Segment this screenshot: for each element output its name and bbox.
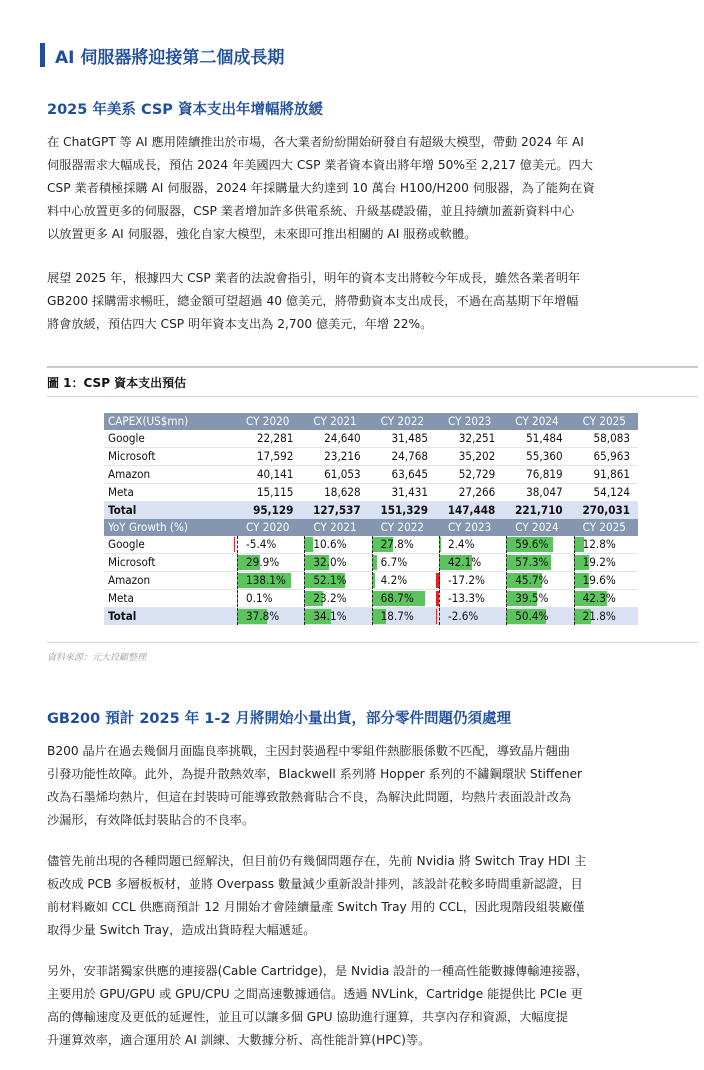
section2-heading: GB200 預計 2025 年 1-2 月將開始小量出貨，部分零件問題仍須處理 [47,711,512,727]
table-cell: 40,141 [234,466,301,484]
table-row [104,608,638,626]
table-cell: 18,628 [301,484,368,502]
table-cell: 51,484 [503,430,570,448]
table-cell: 32,251 [436,430,503,448]
row-label: Google [104,536,234,554]
page-title [40,40,284,70]
table-cell: 17,592 [234,448,301,466]
row-label: CAPEX(US$mn) [104,413,234,430]
table-cell [571,608,638,626]
paragraph-line: 前材料廠如 CCL 供應商預計 12 月開始才會陸續量產 Switch Tray 用的 CCL，因此現階段組裝廠僅 [47,900,585,914]
table-cell: 38,047 [503,484,570,502]
table-cell: CY 2020 [234,413,301,430]
cell-value: 18.7% [380,609,414,623]
table-cell: 270,031 [571,502,638,520]
cell-value: -2.6% [447,609,479,623]
capex-table [104,413,638,625]
table-cell [234,590,301,608]
paragraph-line: 將會放緩，預估四大 CSP 明年資本支出為 2,700 億美元，年增 22%。 [47,317,433,331]
section1-heading: 2025 年美系 CSP 資本支出年增幅將放緩 [47,102,323,118]
row-label: Microsoft [104,448,234,466]
table-cell [301,572,368,590]
table-cell: CY 2024 [503,519,570,536]
paragraph-line: GB200 採購需求暢旺，總金額可望超過 40 億美元，將帶動資本支出成長，不過在高基期下年增幅 [47,294,579,308]
table-cell [369,554,436,572]
row-label: Meta [104,484,234,502]
cell-value: 34.1% [313,609,347,623]
paragraph-line: 升運算效率，適合運用於 AI 訓練、大數據分析、高性能計算(HPC)等。 [47,1033,431,1047]
section2-paragraph-3 [47,960,697,1052]
table-cell: 27,266 [436,484,503,502]
paragraph-line: 沙漏形，有效降低封裝貼合的不良率。 [47,813,255,827]
paragraph-line: 另外，安菲諾獨家供應的連接器(Cable Cartridge)，是 Nvidia 設計的一種高性能數據傳輸連接器， [47,964,589,978]
table-cell [369,572,436,590]
paragraph-line: 引發功能性故障。此外，為提升散熱效率，Blackwell 系列將 Hopper 系列的不鏽鋼環狀 Stiffener [47,767,582,781]
row-label: Meta [104,590,234,608]
row-label: Microsoft [104,554,234,572]
paragraph-line: 以放置更多 AI 伺服器，強化自家大模型，未來即可推出相關的 AI 服務或軟體。 [47,227,477,241]
paragraph-line: B200 晶片在過去幾個月面臨良率挑戰，主因封裝過程中零組件熱膨脹係數不匹配，導致晶片翹曲 [47,744,570,758]
table-cell [301,608,368,626]
table-cell: 54,124 [571,484,638,502]
paragraph-line: 在 ChatGPT 等 AI 應用陸續推出於市場，各大業者紛紛開始研發自有超級大模型，帶動 2024 年 AI [47,135,584,149]
cell-value: 4.2% [380,573,408,587]
table-cell: CY 2021 [301,519,368,536]
table-cell: 151,329 [369,502,436,520]
table-row [104,572,638,590]
table-cell: 63,645 [369,466,436,484]
cell-value: 68.7% [380,591,414,605]
cell-value: 23.2% [313,591,347,605]
table-cell [503,536,570,554]
figure-title: 圖 1：CSP 資本支出預估 [47,376,187,390]
table-cell: CY 2021 [301,413,368,430]
paragraph-line: 改為石墨烯均熱片，但這在封裝時可能導致散熱膏貼合不良，為解決此問題，均熱片表面設計改為 [47,790,572,804]
table-row [104,466,638,484]
table-cell [503,590,570,608]
cell-value: -13.3% [447,591,485,605]
paragraph-line: 高的傳輸速度及更低的延遲性，並且可以讓多個 GPU 協助進行運算，共享內存和資源，大幅度提 [47,1010,568,1024]
cell-value: 42.1% [447,555,482,569]
cell-value: 19.6% [582,573,616,587]
cell-value: 59.6% [515,537,549,551]
table-row [104,448,638,466]
table-cell [571,554,638,572]
cell-value: 27.8% [380,537,414,551]
table-cell: 65,963 [571,448,638,466]
table-cell [301,554,368,572]
cell-value: 6.7% [380,555,408,569]
table-row [104,536,638,554]
table-cell [234,536,301,554]
cell-value: 45.7% [515,573,549,587]
negative-data-bar [234,537,235,552]
cell-value: 29.9% [246,555,280,569]
cell-value: 21.8% [582,609,616,623]
table-cell: 61,053 [301,466,368,484]
table-cell [503,572,570,590]
table-cell [571,572,638,590]
section1-paragraph-2 [47,267,697,336]
table-cell [436,536,503,554]
figure-source: 資料來源：元大投顧整理 [47,653,147,663]
page-title-text: AI 伺服器將迎接第二個成長期 [55,47,285,68]
table-cell: CY 2022 [369,413,436,430]
table-cell [503,554,570,572]
table-cell: CY 2024 [503,413,570,430]
paragraph-line: 展望 2025 年，根據四大 CSP 業者的法說會指引，明年的資本支出將較今年成長，雖然各業者明年 [47,271,581,285]
paragraph-line: CSP 業者積極採購 AI 伺服器，2024 年採購量大約達到 10 萬台 H100/H200 伺服器，為了能夠在資 [47,181,595,195]
row-label: Amazon [104,466,234,484]
table-cell [436,554,503,572]
cell-value: -5.4% [246,537,277,551]
cell-value: 57.3% [515,555,549,569]
cell-value: 39.5% [515,591,549,605]
cell-value: 10.6% [313,537,347,551]
table-cell: 91,861 [571,466,638,484]
table-row [104,413,638,430]
table-cell: CY 2025 [571,519,638,536]
row-label: Google [104,430,234,448]
cell-value: 32.0% [313,555,347,569]
cell-value: 42.3% [582,591,616,605]
table-cell: 24,640 [301,430,368,448]
table-cell: CY 2025 [571,413,638,430]
table-cell [571,590,638,608]
paragraph-line: 取得少量 Switch Tray，造成出貨時程大幅遞延。 [47,923,316,937]
table-row [104,554,638,572]
cell-value: -17.2% [447,573,485,587]
section2-paragraph-1 [47,740,697,832]
table-cell: 58,083 [571,430,638,448]
row-label: Total [104,608,234,626]
cell-value: 19.2% [582,555,616,569]
table-cell [369,608,436,626]
section1-paragraph-1 [47,131,697,246]
section2-paragraph-2 [47,850,697,942]
table-cell [503,608,570,626]
table-row [104,519,638,536]
table-cell [571,536,638,554]
table-cell [234,608,301,626]
table-row [104,502,638,520]
table-row [104,430,638,448]
table-cell [369,536,436,554]
figure-rule-bottom [47,642,698,643]
table-cell [234,572,301,590]
paragraph-line: 儘管先前出現的各種問題已經解決，但目前仍有幾個問題存在，先前 Nvidia 將 Switch Tray HDI 主 [47,854,587,868]
paragraph-line: 主要用於 GPU/GPU 或 GPU/CPU 之間高速數據通信。透過 NVLink，Cartridge 能提供比 PCIe 更 [47,987,583,1001]
table-row [104,590,638,608]
table-cell: 35,202 [436,448,503,466]
row-label: YoY Growth (%) [104,519,234,536]
table-cell: CY 2023 [436,519,503,536]
cell-value: 0.1% [246,591,273,605]
table-cell: 22,281 [234,430,301,448]
negative-data-bar [436,609,437,624]
table-cell [369,590,436,608]
cell-value: 52.1% [313,573,347,587]
figure-rule-mid [47,396,698,397]
table-cell: CY 2022 [369,519,436,536]
table-cell: CY 2023 [436,413,503,430]
paragraph-line: 料中心放置更多的伺服器，CSP 業者增加許多供電系統、升級基礎設備，並且持續加蓋新資料中心 [47,204,575,218]
table-cell: CY 2020 [234,519,301,536]
cell-value: 2.4% [447,537,475,551]
table-cell: 76,819 [503,466,570,484]
cell-value: 12.8% [582,537,616,551]
table-cell: 15,115 [234,484,301,502]
table-cell [234,554,301,572]
table-row [104,484,638,502]
table-cell: 52,729 [436,466,503,484]
table-cell: 221,710 [503,502,570,520]
table-cell: 55,360 [503,448,570,466]
table-cell: 23,216 [301,448,368,466]
cell-value: 138.1% [246,573,286,587]
table-cell: 95,129 [234,502,301,520]
figure-rule-top [47,366,698,368]
table-cell [436,572,503,590]
table-cell: 127,537 [301,502,368,520]
title-accent-bar [40,43,45,67]
cell-value: 37.8% [246,609,280,623]
table-cell [436,590,503,608]
table-cell: 147,448 [436,502,503,520]
table-cell: 31,485 [369,430,436,448]
paragraph-line: 伺服器需求大幅成長，預估 2024 年美國四大 CSP 業者資本資出將年增 50%至 2,217 億美元。四大 [47,158,593,172]
paragraph-line: 板改成 PCB 多層板板材，並將 Overpass 數量減少重新設計排列，該設計花較多時間重新認證，目 [47,877,583,891]
row-label: Total [104,502,234,520]
cell-value: 50.4% [515,609,549,623]
row-label: Amazon [104,572,234,590]
table-cell [301,536,368,554]
table-cell [301,590,368,608]
table-cell [436,608,503,626]
table-cell: 31,431 [369,484,436,502]
table-cell: 24,768 [369,448,436,466]
